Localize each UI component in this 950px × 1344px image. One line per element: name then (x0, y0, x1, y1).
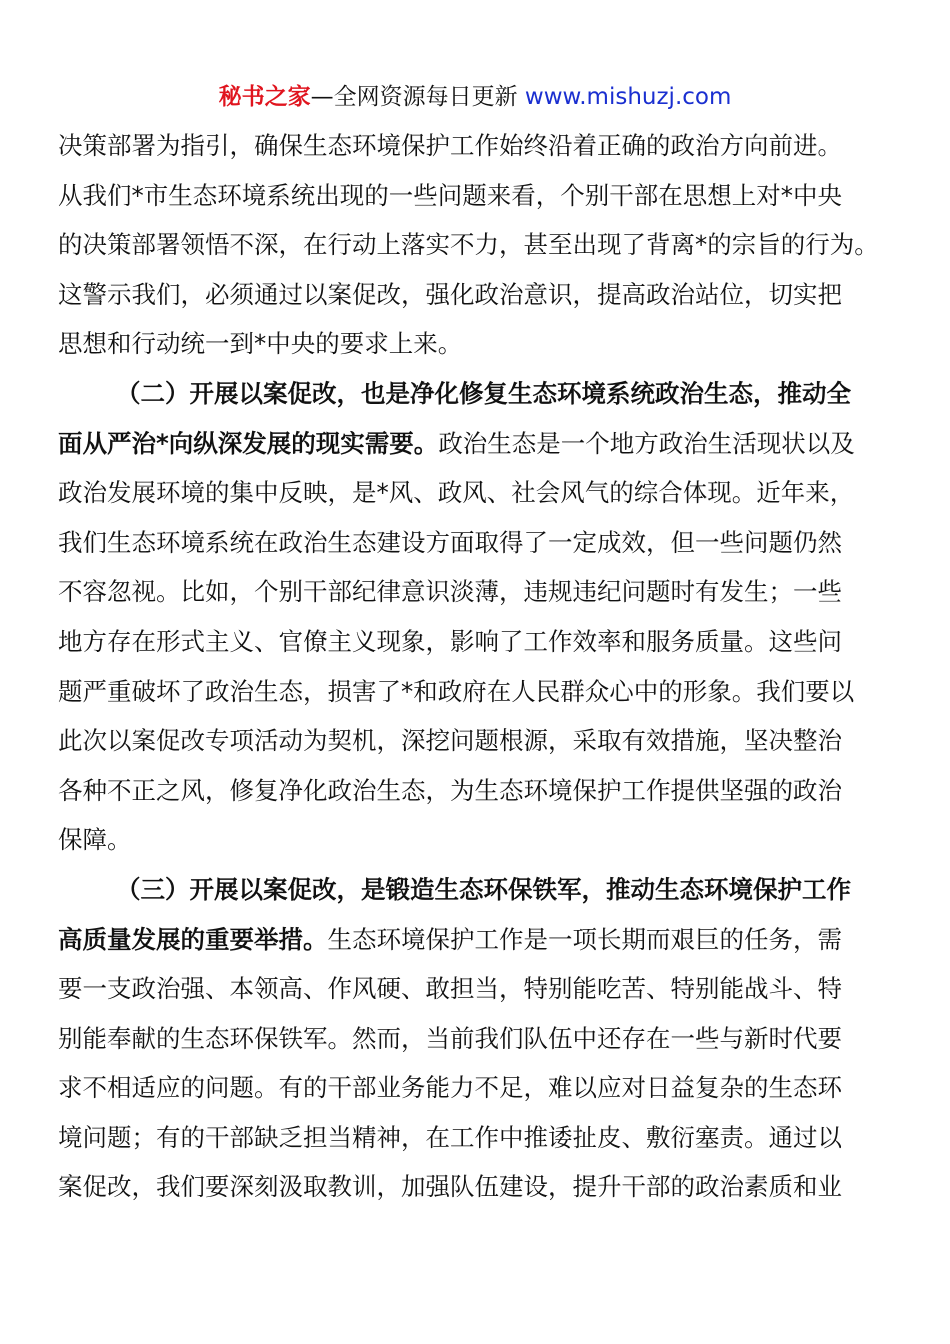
document-body (58, 121, 892, 1212)
text-line (58, 419, 892, 469)
section-heading-3: （三）开展以案促改，是锻造生态环保铁军，推动生态环境保护工作 (116, 874, 851, 904)
text-fragment: 政治生态是一个地方政治生活现状以及 (438, 428, 855, 458)
site-watermark (0, 82, 950, 112)
section-heading-2: （二）开展以案促改，也是净化修复生态环境系统政治生态，推动全 (116, 378, 851, 408)
text-line: 从我们*市生态环境系统出现的一些问题来看，个别干部在思想上对*中央 (58, 180, 842, 210)
text-line: 要一支政治强、本领高、作风硬、敢担当，特别能吃苦、特别能战斗、特 (58, 974, 842, 1004)
text-line: 案促改，我们要深刻汲取教训，加强队伍建设，提升干部的政治素质和业 (58, 1172, 842, 1202)
text-line: 题严重破坏了政治生态，损害了*和政府在人民群众心中的形象。我们要以 (58, 676, 855, 706)
text-line: 此次以案促改专项活动为契机，深挖问题根源，采取有效措施，坚决整治 (58, 726, 842, 756)
text-fragment: 生态环境保护工作是一项长期而艰巨的任务，需 (327, 924, 842, 954)
section-heading-3-end: 高质量发展的重要举措。 (58, 924, 328, 954)
section-heading-2-end: 面从严治*向纵深发展的现实需要。 (58, 428, 439, 458)
text-line: 政治发展环境的集中反映，是*风、政风、社会风气的综合体现。近年来， (58, 478, 855, 508)
text-line: 这警示我们，必须通过以案促改，强化政治意识，提高政治站位，切实把 (58, 279, 842, 309)
text-line: 我们生态环境系统在政治生态建设方面取得了一定成效，但一些问题仍然 (58, 527, 842, 557)
watermark-url[interactable]: www.mishuzj.com (524, 84, 732, 110)
text-line: 不容忽视。比如，个别干部纪律意识淡薄，违规违纪问题时有发生；一些 (58, 577, 842, 607)
watermark-brand: 秘书之家 (218, 84, 311, 110)
text-line: 境问题；有的干部缺乏担当精神，在工作中推诿扯皮、敷衍塞责。通过以 (58, 1122, 842, 1152)
text-line: 思想和行动统一到*中央的要求上来。 (58, 329, 463, 359)
text-line: 保障。 (58, 825, 132, 855)
text-line (58, 915, 892, 965)
text-line: 别能奉献的生态环保铁军。然而，当前我们队伍中还存在一些与新时代要 (58, 1023, 842, 1053)
watermark-tagline: —全网资源每日更新 (310, 84, 525, 110)
text-line: 的决策部署领悟不深，在行动上落实不力，甚至出现了背离*的宗旨的行为。 (58, 230, 879, 260)
text-line: 地方存在形式主义、官僚主义现象，影响了工作效率和服务质量。这些问 (58, 626, 842, 656)
text-line: 决策部署为指引，确保生态环境保护工作始终沿着正确的政治方向前进。 (58, 131, 842, 160)
text-line: 求不相适应的问题。有的干部业务能力不足，难以应对日益复杂的生态环 (58, 1073, 842, 1103)
text-line: 各种不正之风，修复净化政治生态，为生态环境保护工作提供坚强的政治 (58, 775, 842, 805)
